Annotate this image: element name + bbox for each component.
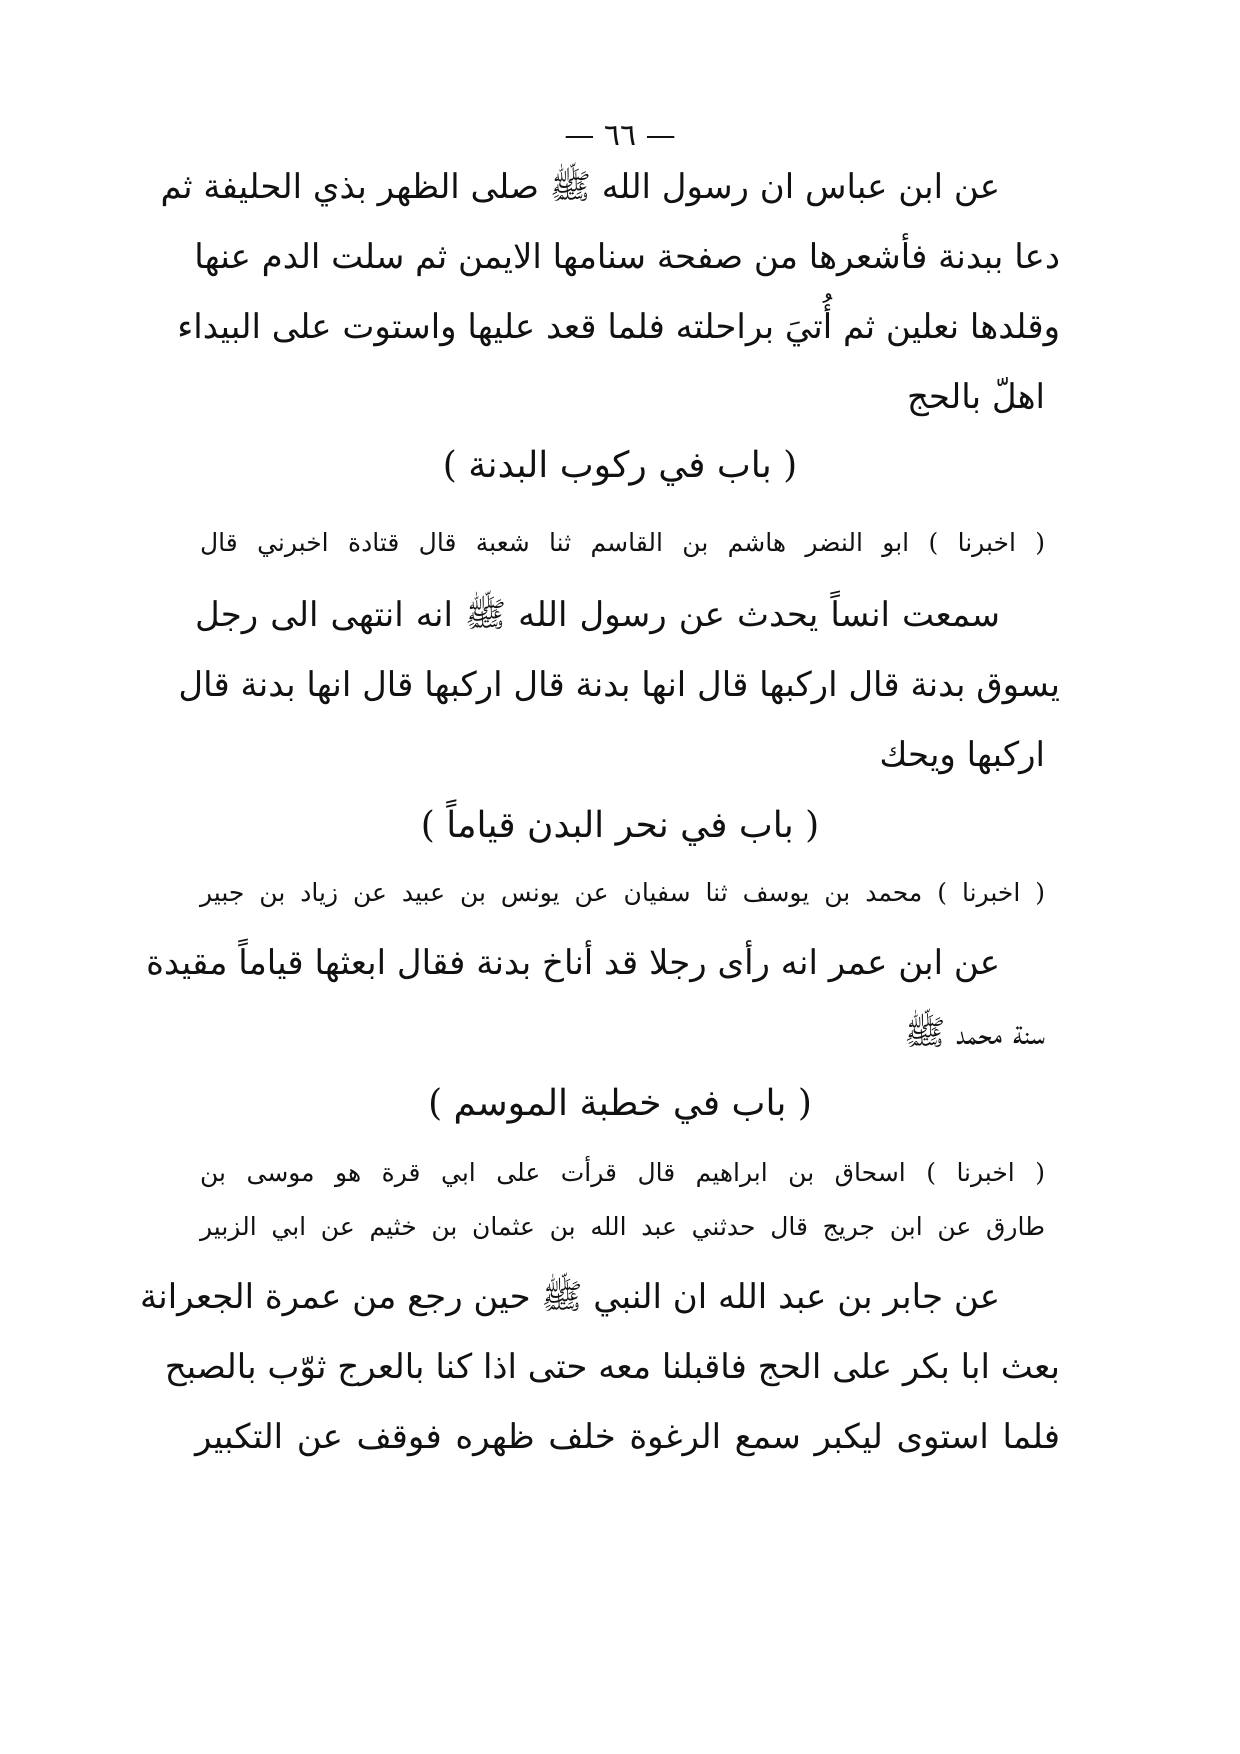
section-heading-3: ( باب في خطبة الموسم ) [428, 1083, 812, 1124]
isnad-line-2: ( اخبرنا ) محمد بن يوسف ثنا سفيان عن يونس بن عبيد عن زياد بن جبير [200, 878, 1045, 907]
paragraph-4-line-2: بعث ابا بكر على الحج فاقبلنا معه حتى اذا كنا بالعرج ثوّب بالصبح [164, 1347, 1060, 1387]
paragraph-3-line-2: سنة محمد ﷺ [904, 1013, 1045, 1053]
isnad-3-line-1: ( اخبرنا ) اسحاق بن ابراهيم قال قرأت على ابي قرة هو موسى بن [200, 1158, 1045, 1187]
paragraph-4-line-1: عن جابر بن عبد الله ان النبي ﷺ حين رجع من عمرة الجعرانة [140, 1277, 1000, 1317]
paragraph-2-line-1: سمعت انساً يحدث عن رسول الله ﷺ انه انتهى الى رجل [195, 595, 1000, 635]
paragraph-1-line-4: اهلّ بالحج [906, 377, 1045, 417]
page-number: — ٦٦ — [564, 118, 676, 153]
section-heading-2: ( باب في نحر البدن قياماً ) [420, 805, 820, 846]
paragraph-4-line-3: فلما استوى ليكبر سمع الرغوة خلف ظهره فوقف عن التكبير [195, 1417, 1060, 1457]
section-heading-1: ( باب في ركوب البدنة ) [442, 445, 798, 486]
paragraph-3-line-1: عن ابن عمر انه رأى رجلا قد أناخ بدنة فقال ابعثها قياماً مقيدة [146, 943, 1000, 983]
paragraph-2-line-2: يسوق بدنة قال اركبها قال انها بدنة قال اركبها قال انها بدنة قال [178, 665, 1060, 705]
paragraph-1-line-1: عن ابن عباس ان رسول الله ﷺ صلى الظهر بذي الحليفة ثم [160, 167, 1000, 207]
paragraph-2-line-3: اركبها ويحك [879, 735, 1045, 775]
paragraph-1-line-3: وقلدها نعلين ثم أُتيَ براحلته فلما قعد عليها واستوت على البيداء [177, 307, 1060, 347]
isnad-line-1: ( اخبرنا ) ابو النضر هاشم بن القاسم ثنا شعبة قال قتادة اخبرني قال [200, 528, 1045, 557]
isnad-3-line-2: طارق عن ابن جريج قال حدثني عبد الله بن عثمان بن خثيم عن ابي الزبير [200, 1212, 1045, 1241]
paragraph-1-line-2: دعا ببدنة فأشعرها من صفحة سنامها الايمن ثم سلت الدم عنها [194, 237, 1060, 277]
